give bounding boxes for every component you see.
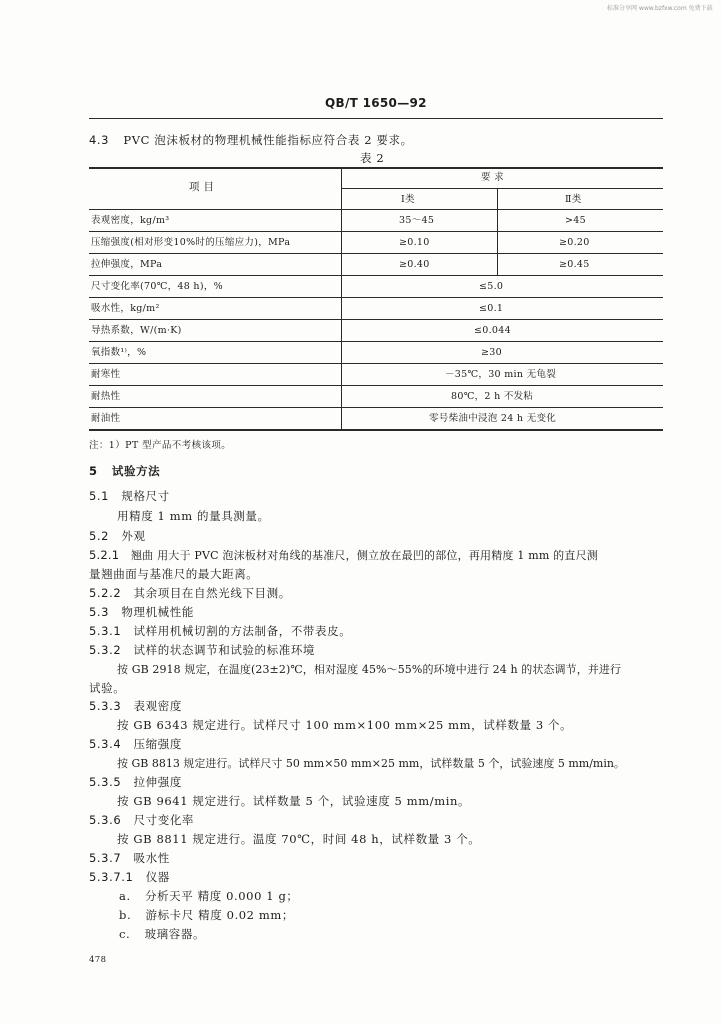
table-row-rule [89, 363, 663, 364]
section-heading [89, 463, 160, 479]
paragraph-line: 量翘曲面与基准尺的最大距离。 [89, 567, 259, 581]
section-line [89, 623, 351, 639]
section-line [89, 528, 146, 544]
table-row-rule [89, 407, 663, 408]
section-text: 拉伸强度 [133, 775, 182, 789]
table-bottom-rule [89, 429, 663, 431]
section-text: 试样的状态调节和试验的标准环境 [133, 643, 316, 657]
table-header-divider [341, 188, 663, 189]
paragraph-line: 按 GB 8811 规定进行。温度 70℃，时间 48 h，试样数量 3 个。 [117, 832, 481, 846]
section-line [89, 488, 170, 504]
section-number: 5.3.1 [89, 624, 122, 638]
table-class-divider [497, 188, 498, 275]
row-value-merged: ≥30 [481, 347, 502, 358]
row-value-class-1: ≥0.10 [399, 237, 430, 248]
list-text: 玻璃容器。 [144, 927, 206, 941]
list-text: 游标卡尺 精度 0.02 mm； [145, 908, 294, 922]
paragraph-line: 用精度 1 mm 的量具测量。 [117, 509, 270, 523]
section-text: 试样用机械切割的方法制备，不带表皮。 [133, 624, 352, 638]
row-value-merged: ≤0.1 [479, 303, 504, 314]
section-text: 吸水性 [133, 851, 170, 865]
paragraph-line: 按 GB 6343 规定进行。试样尺寸 100 mm×100 mm×25 mm，试样数量 3 个。 [117, 718, 573, 732]
section-line [89, 604, 194, 620]
section-line [89, 585, 291, 601]
row-item: 耐热性 [91, 391, 121, 402]
section-number: 5.3.4 [89, 737, 122, 751]
row-item: 导热系数，W/(m·K) [91, 325, 182, 336]
section-line [89, 812, 194, 828]
row-item: 拉伸强度，MPa [91, 259, 163, 270]
paragraph-line: 按 GB 9641 规定进行。试样数量 5 个，试验速度 5 mm/min。 [117, 794, 471, 808]
header-rule [89, 118, 663, 119]
list-item [119, 907, 294, 923]
list-text: 分析天平 精度 0.000 1 g； [144, 889, 299, 903]
section-title: 试验方法 [111, 464, 161, 478]
row-item: 尺寸变化率(70℃，48 h)，% [91, 281, 223, 292]
section-text: 仪器 [145, 870, 170, 884]
table-header-rule [89, 209, 663, 210]
row-value-class-2: >45 [565, 215, 586, 226]
header-class-2: Ⅱ类 [565, 194, 582, 205]
clause-text: PVC 泡沫板材的物理机械性能指标应符合表 2 要求。 [123, 133, 413, 147]
row-item: 压缩强度(相对形变10%时的压缩应力)，MPa [91, 237, 291, 248]
section-number: 5.3.7 [89, 851, 122, 865]
row-value-class-1: 35～45 [399, 215, 435, 226]
section-number: 5.2 [89, 529, 110, 543]
clause-4-3 [89, 132, 413, 148]
row-value-class-2: ≥0.20 [559, 237, 590, 248]
table-caption: 表 2 [360, 151, 385, 165]
row-item: 耐油性 [91, 413, 121, 424]
section-line [89, 736, 182, 752]
header-class-1: Ⅰ类 [401, 194, 415, 205]
section-number: 5.3.3 [89, 699, 122, 713]
paragraph-line: 试验。 [89, 681, 126, 695]
table-row-rule [89, 231, 663, 232]
section-text: 规格尺寸 [121, 489, 170, 503]
header-item: 项 目 [189, 181, 215, 193]
table-2 [89, 167, 663, 431]
row-value-merged: ≤5.0 [479, 281, 504, 292]
section-number: 5.3 [89, 605, 110, 619]
section-line [89, 850, 170, 866]
section-number: 5.3.2 [89, 643, 122, 657]
section-number: 5 [89, 464, 98, 478]
row-value-merged: ≤0.044 [474, 325, 511, 336]
row-item: 吸水性，kg/m² [91, 303, 160, 314]
section-line [89, 698, 182, 714]
table-row-rule [89, 385, 663, 386]
list-marker: b. [119, 908, 132, 922]
section-number: 5.2.2 [89, 586, 122, 600]
table-row-rule [89, 253, 663, 254]
watermark-text: 标准分享网 www.bzfxw.com 免费下载 [607, 5, 713, 12]
section-text: 表观密度 [133, 699, 182, 713]
section-text: 压缩强度 [133, 737, 182, 751]
section-text: 物理机械性能 [121, 605, 194, 619]
section-text: 翘曲 用大于 PVC 泡沫板材对角线的基准尺，侧立放在最凹的部位，再用精度 1 mm 的直尺测 [130, 549, 598, 562]
table-row-rule [89, 341, 663, 342]
paragraph-line: 按 GB 2918 规定，在温度(23±2)℃，相对湿度 45%～55%的环境中进行 24 h 的状态调节，并进行 [117, 663, 622, 676]
row-item: 表观密度，kg/m³ [91, 215, 170, 226]
section-line [89, 869, 170, 885]
table-note: 注：1）PT 型产品不考核该项。 [89, 440, 232, 451]
table-row-rule [89, 275, 663, 276]
section-line [89, 642, 315, 658]
list-marker: a. [119, 889, 131, 903]
list-marker: c. [119, 927, 131, 941]
list-item [119, 926, 205, 942]
section-number: 5.3.5 [89, 775, 122, 789]
section-number: 5.3.6 [89, 813, 122, 827]
section-text: 尺寸变化率 [133, 813, 195, 827]
list-item [119, 888, 299, 904]
table-row-rule [89, 297, 663, 298]
section-number: 5.2.1 [89, 548, 120, 562]
section-number: 5.3.7.1 [89, 870, 134, 884]
row-value-merged: 零号柴油中浸泡 24 h 无变化 [429, 413, 557, 424]
row-value-class-2: ≥0.45 [559, 259, 590, 270]
row-value-merged: －35℃，30 min 无龟裂 [445, 369, 557, 380]
paragraph-line: 按 GB 8813 规定进行。试样尺寸 50 mm×50 mm×25 mm，试样数量 5 个，试验速度 5 mm/min。 [117, 757, 625, 770]
section-text: 其余项目在自然光线下目测。 [133, 586, 291, 600]
row-item: 耐寒性 [91, 369, 121, 380]
row-value-class-1: ≥0.40 [399, 259, 430, 270]
table-col-divider [341, 167, 342, 430]
table-top-rule [89, 167, 663, 169]
clause-number: 4.3 [89, 133, 110, 147]
header-requirement: 要 求 [481, 172, 504, 183]
page-number: 478 [89, 955, 107, 965]
section-number: 5.1 [89, 489, 110, 503]
row-value-merged: 80℃，2 h 不发粘 [451, 391, 534, 402]
table-row-rule [89, 319, 663, 320]
standard-code-header: QB/T 1650—92 [325, 96, 427, 110]
row-item: 氧指数¹⁾，% [91, 347, 147, 358]
section-line [89, 774, 182, 790]
section-text: 外观 [121, 529, 146, 543]
section-line [89, 547, 598, 563]
